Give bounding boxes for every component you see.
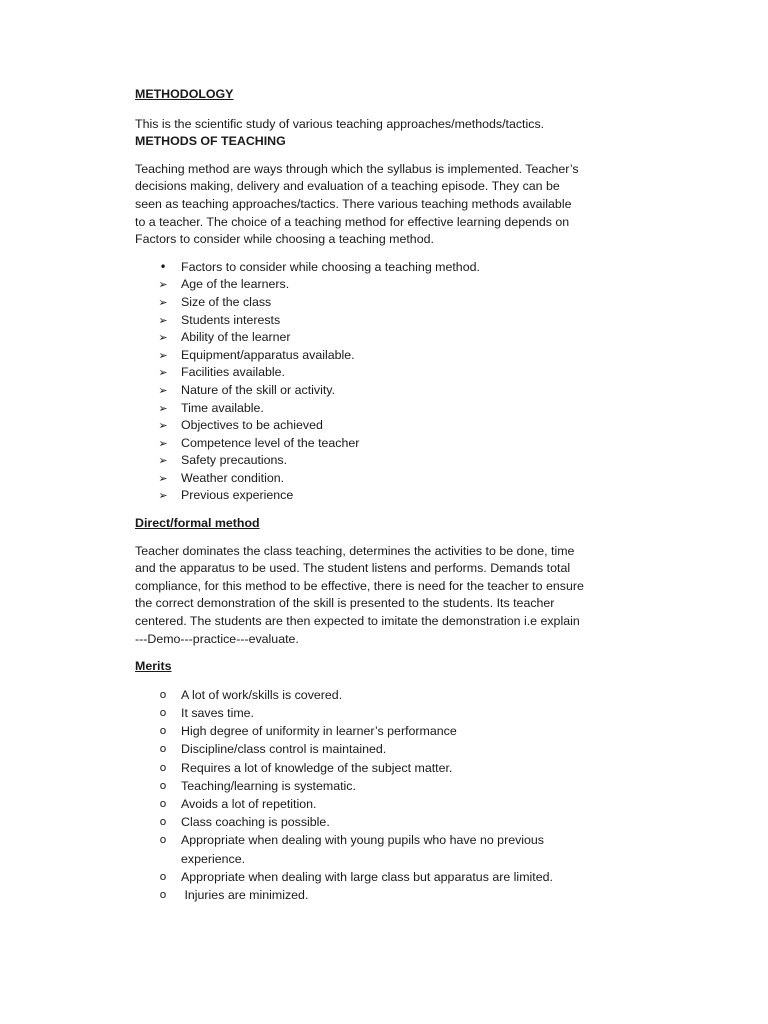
list-item <box>135 417 585 435</box>
list-item-text: Appropriate when dealing with young pupils who have no previous experience. <box>181 833 545 866</box>
list-item <box>135 470 585 488</box>
list-item-text: Avoids a lot of repetition. <box>181 797 317 812</box>
list-item-text: Injuries are minimized. <box>181 888 309 903</box>
list-item-text: Factors to consider while choosing a teaching method. <box>181 259 480 274</box>
list-item <box>135 831 585 867</box>
list-item <box>135 312 585 330</box>
arrow-bullet-icon: ➢ <box>158 489 168 503</box>
list-item <box>135 740 585 758</box>
list-item-text: High degree of uniformity in learner’s performance <box>181 724 457 739</box>
circle-bullet-icon: o <box>159 742 167 756</box>
arrow-bullet-icon: ➢ <box>158 436 168 450</box>
list-item <box>135 347 585 365</box>
arrow-bullet-icon: ➢ <box>158 278 168 292</box>
list-item-text: Safety precautions. <box>181 453 288 468</box>
arrow-bullet-icon: ➢ <box>158 313 168 327</box>
intro-text: This is the scientific study of various teaching approaches/methods/tactics. <box>135 116 545 131</box>
merits-heading: Merits <box>135 659 172 674</box>
direct-method-heading: Direct/formal method <box>135 516 260 531</box>
list-item <box>135 400 585 418</box>
arrow-bullet-icon: ➢ <box>158 295 168 309</box>
list-item <box>135 487 585 505</box>
list-item <box>135 722 585 740</box>
list-item-text: A lot of work/skills is covered. <box>181 687 343 702</box>
list-item-text: Teaching/learning is systematic. <box>181 778 356 793</box>
circle-bullet-icon: o <box>159 724 167 738</box>
list-item <box>135 382 585 400</box>
disc-bullet-icon: • <box>159 259 167 274</box>
circle-bullet-icon: o <box>159 687 167 701</box>
list-item-text: Nature of the skill or activity. <box>181 382 336 397</box>
list-item <box>135 686 585 704</box>
list-item-text: Facilities available. <box>181 365 285 380</box>
list-item-text: Discipline/class control is maintained. <box>181 742 387 757</box>
list-item-text: Equipment/apparatus available. <box>181 347 355 362</box>
list-item <box>135 294 585 312</box>
circle-bullet-icon: o <box>159 815 167 829</box>
arrow-bullet-icon: ➢ <box>158 331 168 345</box>
list-item-text: Competence level of the teacher <box>181 435 360 450</box>
list-item-text: Ability of the learner <box>181 330 291 345</box>
arrow-bullet-icon: ➢ <box>158 366 168 380</box>
list-item-text: Requires a lot of knowledge of the subject matter. <box>181 760 453 775</box>
circle-bullet-icon: o <box>159 760 167 774</box>
list-item <box>135 364 585 382</box>
direct-method-paragraph: Teacher dominates the class teaching, determines the activities to be done, time and the apparatus to be used. The student listens and performs. Demands total compliance, for this method to be effective, there is need for the teacher to ensure the correct demonstration of the skill is presented to the students. Its teacher centered. The students are then expected to imitate the demonstration i.e explain ---Demo---practice---evaluate. <box>135 543 584 646</box>
list-item <box>135 777 585 795</box>
list-item-text: Students interests <box>181 312 281 327</box>
document-page <box>135 86 585 904</box>
arrow-bullet-icon: ➢ <box>158 471 168 485</box>
list-item-text: Class coaching is possible. <box>181 815 330 830</box>
methods-heading: METHODS OF TEACHING <box>135 134 286 149</box>
list-item-text: Appropriate when dealing with large class but apparatus are limited. <box>181 869 553 884</box>
list-item-text: Size of the class <box>181 294 272 309</box>
list-item <box>135 813 585 831</box>
circle-bullet-icon: o <box>159 778 167 792</box>
list-item-text: Age of the learners. <box>181 277 290 292</box>
list-item <box>135 329 585 347</box>
arrow-bullet-icon: ➢ <box>158 348 168 362</box>
list-item-text: Time available. <box>181 400 264 415</box>
list-item <box>135 759 585 777</box>
circle-bullet-icon: o <box>159 833 167 847</box>
circle-bullet-icon: o <box>159 869 167 883</box>
page-title: METHODOLOGY <box>135 87 234 101</box>
list-item <box>135 452 585 470</box>
arrow-bullet-icon: ➢ <box>158 383 168 397</box>
list-item-text: Weather condition. <box>181 470 285 485</box>
list-item <box>135 276 585 294</box>
list-item <box>135 795 585 813</box>
list-item <box>135 886 585 904</box>
list-item-text: Previous experience <box>181 488 294 503</box>
arrow-bullet-icon: ➢ <box>158 419 168 433</box>
arrow-bullet-icon: ➢ <box>158 454 168 468</box>
list-item <box>135 259 585 277</box>
merits-list <box>135 686 585 904</box>
list-item-text: Objectives to be achieved <box>181 418 323 433</box>
arrow-bullet-icon: ➢ <box>158 401 168 415</box>
methods-paragraph: Teaching method are ways through which the syllabus is implemented. Teacher’s decisions making, delivery and evaluation of a teaching episode. They can be seen as teaching approaches/tactics. There various teaching methods available to a teacher. The choice of a teaching method for effective learning depends on Factors to consider while choosing a teaching method. <box>135 161 579 247</box>
list-item <box>135 435 585 453</box>
list-item <box>135 868 585 886</box>
list-item-text: It saves time. <box>181 706 254 721</box>
factors-list <box>135 259 585 505</box>
list-item <box>135 704 585 722</box>
circle-bullet-icon: o <box>159 797 167 811</box>
circle-bullet-icon: o <box>159 888 167 902</box>
circle-bullet-icon: o <box>159 706 167 720</box>
